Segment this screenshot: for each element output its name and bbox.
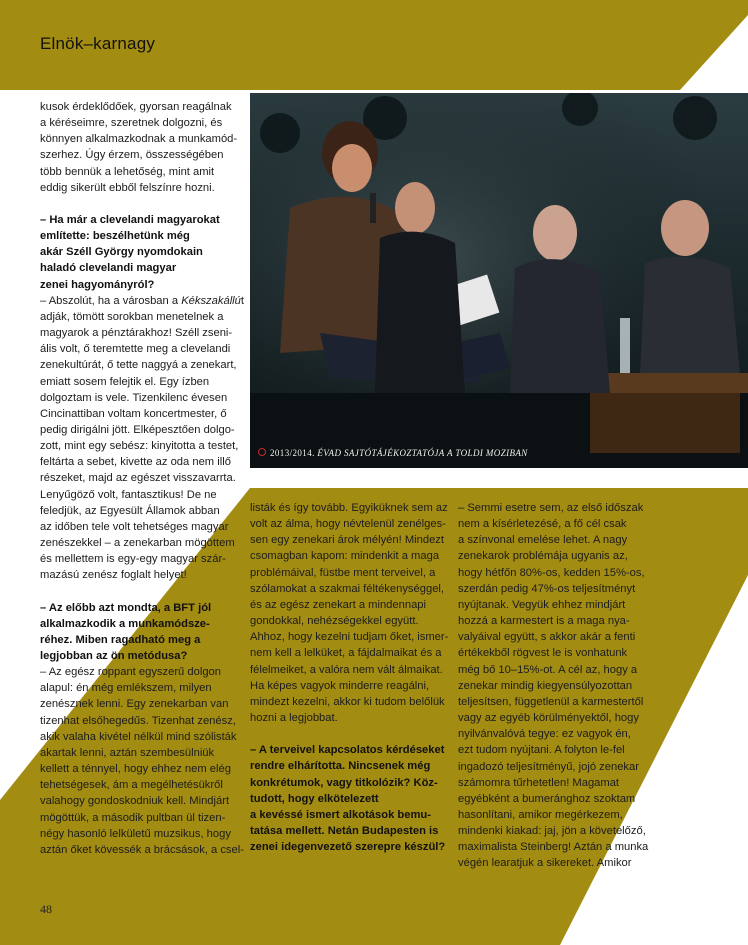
left-text-column <box>40 99 245 858</box>
question-line: konkrétumok, vagy titkolózik? Köz- <box>250 776 438 789</box>
press-conference-photo <box>250 93 748 468</box>
paragraph-gap <box>250 726 450 742</box>
text-line: hozzá a karmestert is a maga nya- <box>458 615 630 628</box>
text-line: ezt tudom nyújtani. A folyton le-fel <box>458 744 625 757</box>
text-line: nyilvánvalóvá tegye: ez vagyok én, <box>458 728 631 741</box>
text-line: hozni a legjobbat. <box>250 712 338 725</box>
photo-caption <box>258 448 528 458</box>
text-line: gondokkal, nehézségekkel együtt. <box>250 615 419 628</box>
question-line: haladó clevelandi magyar <box>40 262 177 275</box>
text-line: zenésznek lenni. Egy zenekarban van <box>40 698 229 711</box>
question-line: akár Széll György nyomdokain <box>40 246 203 259</box>
wall-speaker-4 <box>673 96 717 140</box>
text-line: hogy hétfőn 80%-os, kedden 15%-os, <box>458 566 645 579</box>
text-line: – Az egész roppant egyszerű dolgon <box>40 666 221 679</box>
text-line: teljesítsen, függetlenül a karmestertől <box>458 695 644 708</box>
caption-bullet-icon <box>258 448 266 456</box>
text-line: tizenhat elsőhegedűs. Tizenhat zenész, <box>40 714 236 727</box>
text-line: félelmeiket, a valóra nem vált álmaikat. <box>250 663 443 676</box>
handheld-microphone <box>370 193 376 223</box>
text-line: a színvonal emelése lehet. A nagy <box>458 534 628 547</box>
text-line: nem a kísérletezésé, a fő cél csak <box>458 518 627 531</box>
text-line: zott, mint egy sebész: kinyitotta a testet, <box>40 440 239 453</box>
text-line: pedig dirigálni jött. Elképesztően dolgo- <box>40 423 235 436</box>
text-line: valahogy gondoskodniuk kell. Mindjárt <box>40 795 230 808</box>
question-line: a kevéssé ismert alkotások bemu- <box>250 808 431 821</box>
text-line: számomra tűrhetetlen! Magamat <box>458 776 620 789</box>
text-line: és mellettem is egy-egy magyar szár- <box>40 553 226 566</box>
text-line: hasonlítani, amikor megérkezem, <box>458 808 623 821</box>
question-line: tatása mellett. Netán Budapesten is <box>250 824 439 837</box>
paragraph-gap <box>40 584 245 600</box>
text-line: végén learatjuk a sikereket. Amikor <box>458 857 632 870</box>
photo-illustration <box>250 93 748 468</box>
text-line: maximalista Steinberg! Aztán a munka <box>458 841 649 854</box>
question-line: – Az előbb azt mondta, a BFT jól <box>40 601 212 614</box>
page-number: 48 <box>40 902 52 916</box>
text-line: feltárta a sebet, kivette az oda nem illő <box>40 456 231 469</box>
question-line: rendre elhárította. Nincsenek még <box>250 760 431 773</box>
text-line: értékekből rögvest le is vonhatunk <box>458 647 628 660</box>
text-line: zenekarok problémája ugyanis az, <box>458 550 628 563</box>
text-line: tehetségesek, ám a megélhetésükről <box>40 779 223 792</box>
question-line: – Ha már a clevelandi magyarokat <box>40 213 220 226</box>
text-line: magyarok a pénztárakhoz! Széll zseni- <box>40 327 233 340</box>
text-line: Ha képes vagyok minderre reagálni, <box>250 679 430 692</box>
text-line: vagy az egyéb körülményektől, hogy <box>458 712 639 725</box>
text-line: adják, tömött sorokban menetelnek a <box>40 310 224 323</box>
question-line: réhez. Miben ragadható meg a <box>40 633 201 646</box>
text-line: mögöttük, a második pultban ül tizen- <box>40 811 226 824</box>
text-line: eddig sikerült ebből felszínre hozni. <box>40 181 215 194</box>
text-line: ingadozó teljesítményű, jojó zenekar <box>458 760 639 773</box>
text-line: mazású zenész foglalt helyet! <box>40 569 187 582</box>
text-line: alapul: én még emlékszem, milyen <box>40 682 212 695</box>
text-line: aztán őket kövessék a brácsások, a csel- <box>40 843 244 856</box>
paragraph-gap <box>40 196 245 212</box>
text-line: listák és így tovább. Egyiküknek sem az <box>250 502 448 514</box>
question-line: alkalmazkodik a munkamódsze- <box>40 617 210 630</box>
question-line: zenei hagyományról? <box>40 278 155 291</box>
caption-year: 2013/2014. <box>270 448 315 458</box>
text-line: ális volt, ő teremtette meg a clevelandi <box>40 343 231 356</box>
text-line: – Semmi esetre sem, az első időszak <box>458 502 644 514</box>
text-line: kusok érdeklődőek, gyorsan reagálnak <box>40 101 232 113</box>
question-line: említette: beszélhetünk még <box>40 230 190 243</box>
text-line: több bennük a lehetőség, mint amit <box>40 165 215 178</box>
text-line: emiatt sosem felejtik el. Egy ízben <box>40 375 210 388</box>
text-line: akik valaha kivétel nélkül mind szólisták <box>40 730 237 743</box>
text-line: mindezt kezelni, akkor ki tudom belőlük <box>250 695 445 708</box>
text-line: Cincinattiban voltam koncertmester, ő <box>40 407 227 420</box>
text-line: csomagban kapom: mindenkit a maga <box>250 550 440 563</box>
text-line: nem kell a lelküket, a fájdalmaikat és a <box>250 647 442 660</box>
text-line: még bő 10–15%-ot. A cél az, hogy a <box>458 663 638 676</box>
water-bottle-1 <box>620 318 630 373</box>
text-line: feledjük, az Egyesült Államok abban <box>40 504 220 517</box>
text-line: és az egész zenekart a mindennapi <box>250 598 427 611</box>
text-line: a kéréseimre, szeretnek dolgozni, és <box>40 117 223 130</box>
text-line: egyébként a bumeránghoz szoktam <box>458 792 636 805</box>
text-line: dolgoztam is vele. Tizenkilenc évesen <box>40 391 228 404</box>
text-line: négy hasonló lelkületű muzsikus, hogy <box>40 827 231 840</box>
middle-text-column <box>250 500 450 855</box>
section-title: Elnök–karnagy <box>40 34 156 53</box>
wall-speaker-1 <box>260 113 300 153</box>
text-line: részeket, majd az egészet visszavarrta. <box>40 472 236 485</box>
text-line: kellett a ténnyel, hogy ehhez nem elég <box>40 763 231 776</box>
question-line: zenei idegenvezető szerepre készül? <box>250 841 446 854</box>
text-fragment: t <box>240 294 244 307</box>
opera-title: Kékszakállú <box>181 294 241 307</box>
text-line: az időben tele volt tehetséges magyar <box>40 520 229 533</box>
caption-title: ÉVAD SAJTÓTÁJÉKOZTATÓJA A TOLDI MOZIBAN <box>317 448 528 458</box>
text-line: nyújtanak. Vegyük ehhez mindjárt <box>458 598 626 611</box>
text-line: volt az álma, hogy névtelenül zenélges- <box>250 518 446 531</box>
text-line: valyáival együtt, s akkor akár a fenti <box>458 631 636 644</box>
text-line <box>40 293 245 309</box>
text-line: szerhez. Úgy érzem, összességében <box>40 149 224 162</box>
text-line: zenekultúrát, ő tette naggyá a zenekart, <box>40 359 237 372</box>
text-line: akartak lenni, aztán szembesülniük <box>40 746 215 759</box>
text-line: zenekar mindig kiegyensúlyozottan <box>458 679 633 692</box>
text-line: szerdán pedig 47%-os teljesítményt <box>458 582 636 595</box>
text-line: szólamokat a szakmai féltékenységgel, <box>250 582 445 595</box>
text-line: mindenki kiakad: jaj, jön a követelőző, <box>458 825 646 838</box>
text-line: zenészekkel – a zenekarban mögöttem <box>40 537 235 550</box>
question-line: tudott, hogy elkötelezett <box>250 792 379 805</box>
text-line: könnyen alkalmazkodnak a munkamód- <box>40 133 238 146</box>
text-line: Lenyűgöző volt, fantasztikus! De ne <box>40 488 217 501</box>
text-line: problémáival, füstbe ment terveivel, a <box>250 566 436 579</box>
text-line: Ahhoz, hogy kezelni tudjam őket, ismer- <box>250 631 449 644</box>
text-fragment: – Abszolút, ha a városban a <box>40 294 182 307</box>
question-line: legjobban az ön metódusa? <box>40 650 188 662</box>
table-front <box>590 393 740 453</box>
question-line: – A terveivel kapcsolatos kérdéseket <box>250 744 445 757</box>
right-text-column <box>458 500 738 872</box>
text-line: sen egy zenekari árok mélyén! Mindezt <box>250 534 445 547</box>
